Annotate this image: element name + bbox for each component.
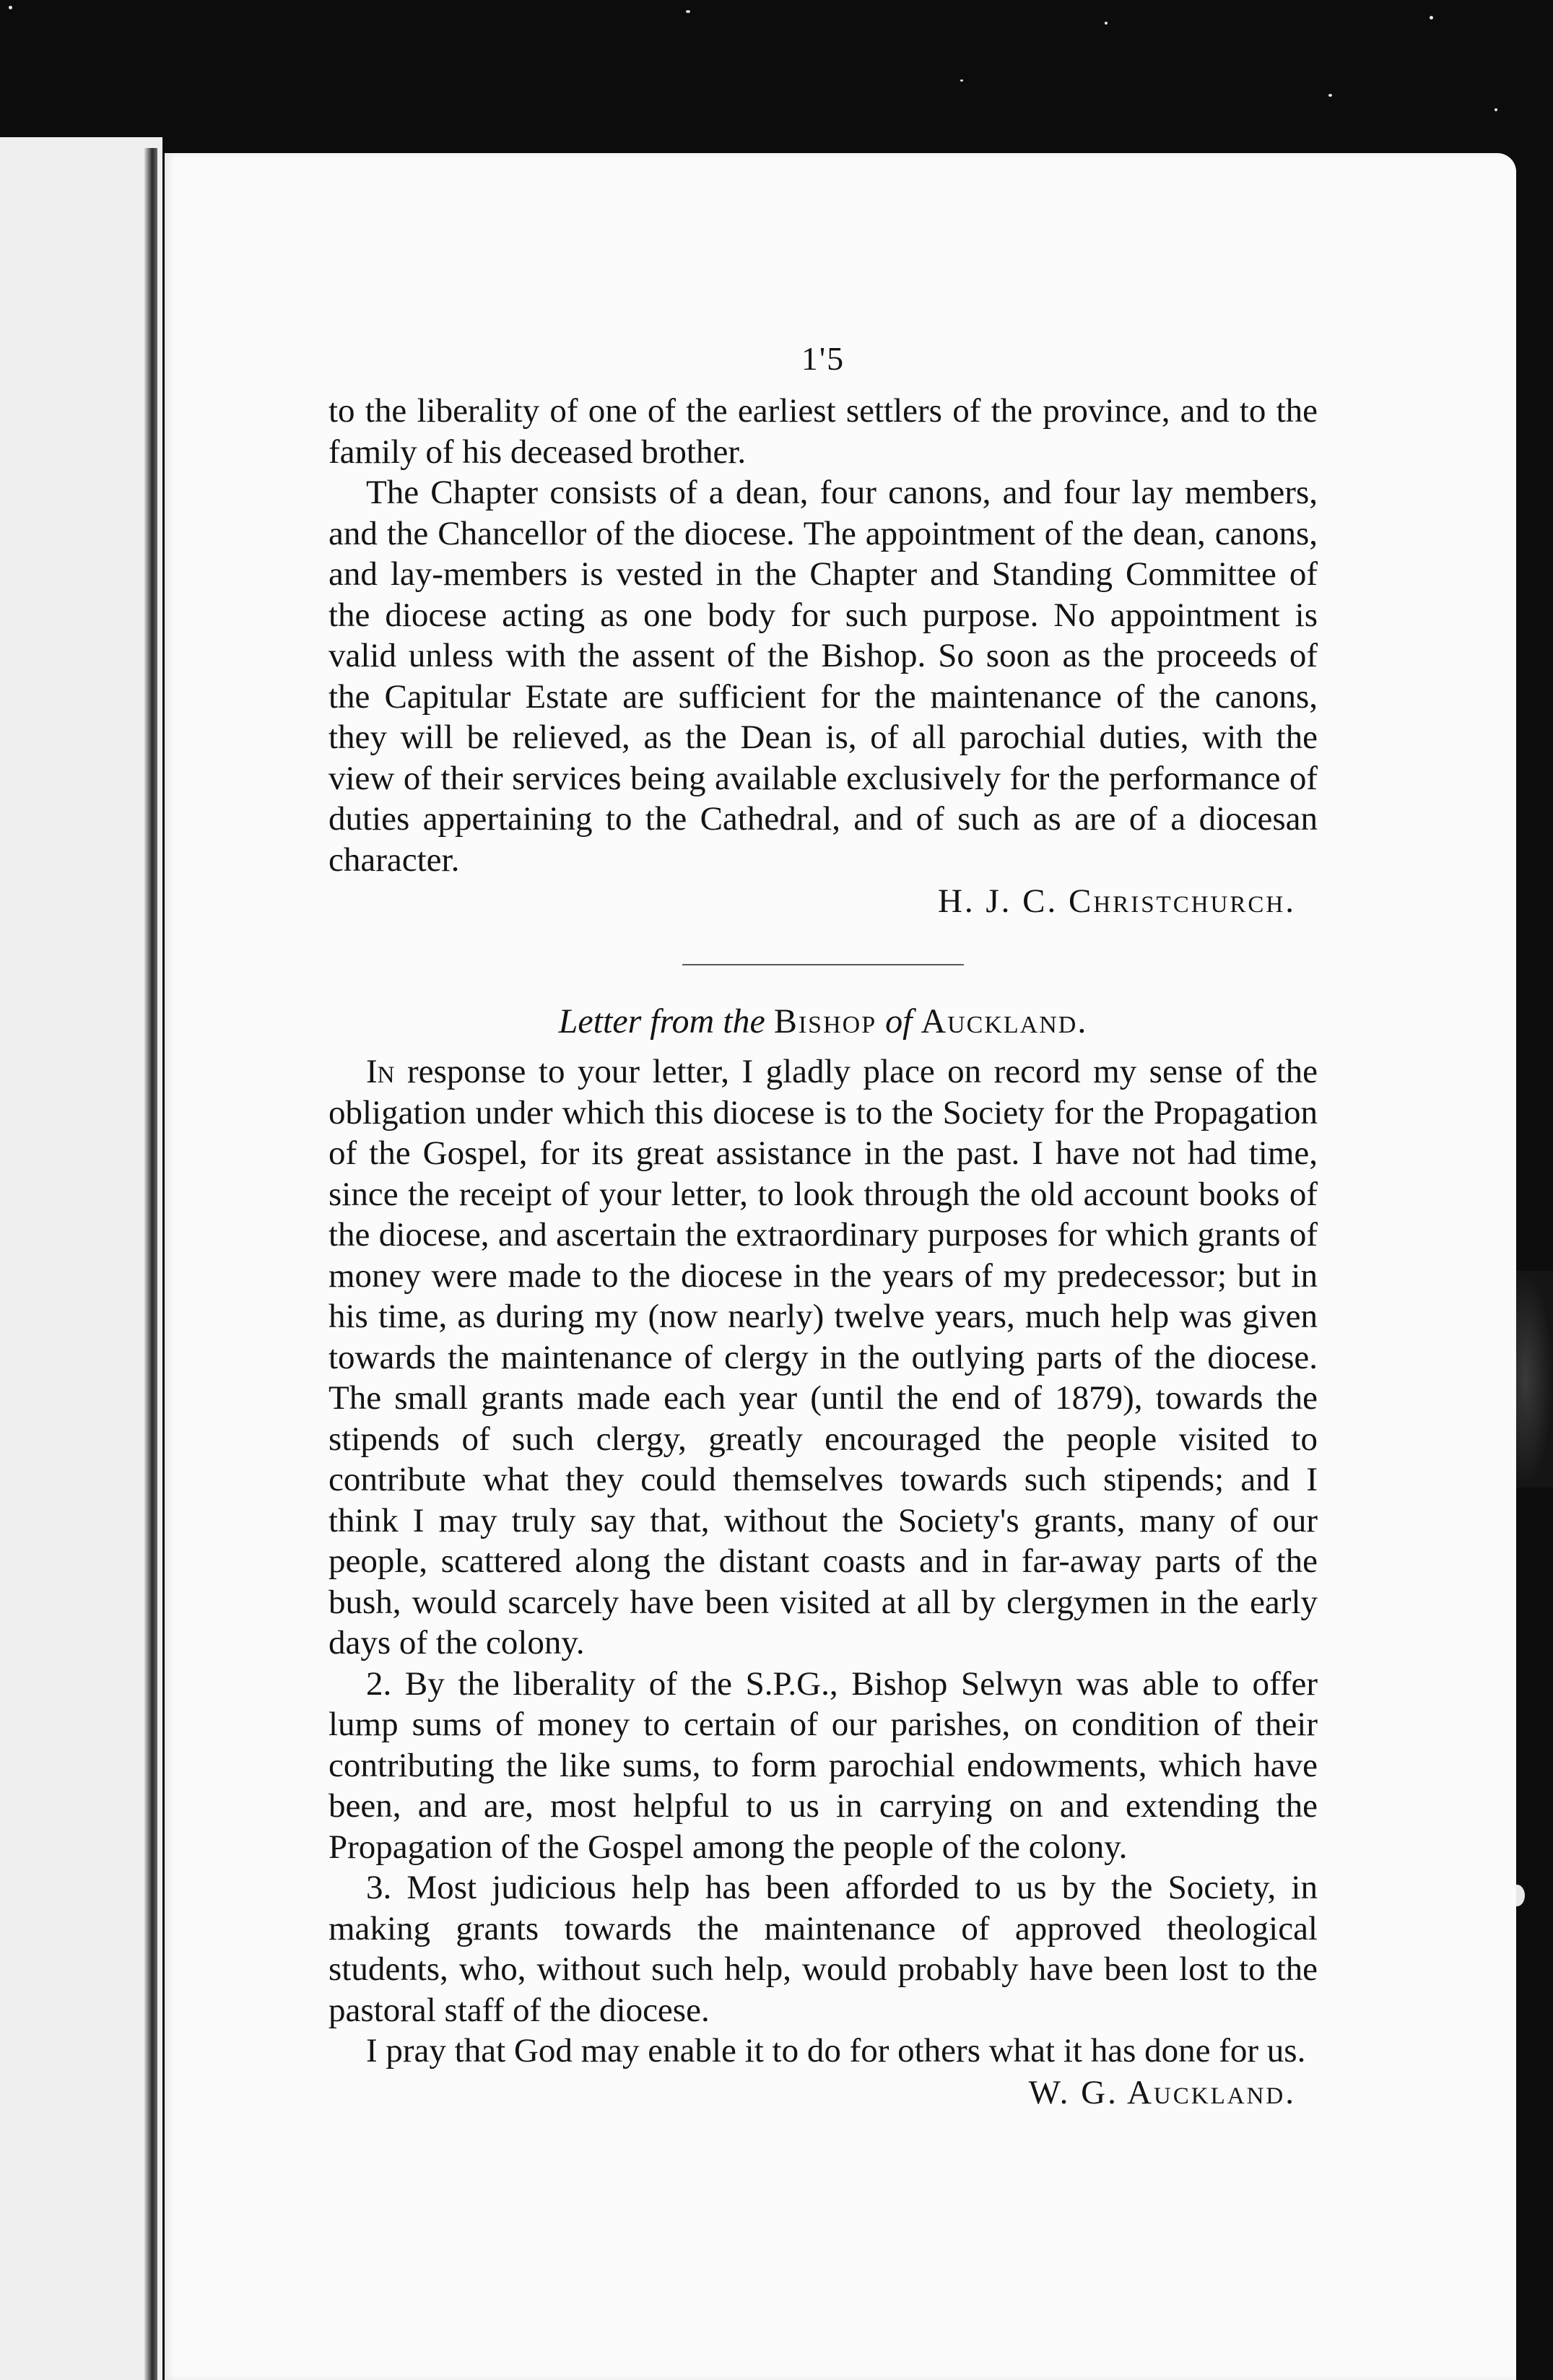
paragraph: 2. By the liberality of the S.P.G., Bishop Selwyn was able to offer lump sums of money to certain of our parishes, on condition of their contributing the like sums, to form parochial endowments, which have been, and are, most helpful to us in carrying on and extending the Propagation of the Gospel among the people of the colony. (329, 1664, 1318, 1866)
signature-line (329, 2072, 1318, 2114)
heading-bishop: Bishop (773, 1002, 877, 1041)
opening-word: In (366, 1053, 395, 1090)
paragraph: 3. Most judicious help has been afforded to us by the Society, in making grants towards the maintenance of approved theological students, who, without such help, would probably have been lost to the pastoral staff of the diocese. (329, 1869, 1318, 2029)
heading-of: of (885, 1002, 913, 1041)
paragraph-text: response to your letter, I gladly place on record my sense of the obligation under which this diocese is to the Society for the Propagation of the Gospel, for its great assistance in the past. I have not had time, since the receipt of your letter, to look through the old account books of the diocese, and ascertain the extraordinary purposes for which grants of money were made to the diocese in the years of my predecessor; but in his time, as during my (now nearly) twelve years, much help was given towards the maintenance of clergy in the outlying parts of the diocese. The small grants made each year (until the end of 1879), towards the stipends of such clergy, greatly encouraged the people visited to contribute what they could themselves towards such stipends; and I think I may truly say that, without the Society's grants, many of our people, scattered along the distant coasts and in far-away parts of the bush, would scarcely have been visited at all by clergymen in the early days of the colony. (329, 1053, 1318, 1662)
dust-speck (1430, 16, 1433, 19)
paragraph: to the liberality of one of the earliest settlers of the province, and to the family of his deceased brother. (329, 392, 1318, 471)
signature-line (329, 880, 1318, 922)
paragraph: I pray that God may enable it to do for others what it has done for us. (366, 2032, 1306, 2070)
section-divider (682, 964, 964, 965)
dust-speck (1495, 108, 1497, 111)
signature: W. G. Auckland. (1028, 2073, 1296, 2111)
dust-speck (686, 10, 690, 13)
dust-speck (960, 79, 963, 82)
dust-speck (1105, 22, 1108, 25)
paragraph (329, 1051, 1318, 1664)
signature: H. J. C. Christchurch. (937, 882, 1296, 920)
heading-place: Auckland. (921, 1002, 1088, 1041)
heading-prefix: Letter from the (558, 1002, 765, 1041)
dust-speck (1328, 94, 1332, 97)
dust-speck (9, 6, 12, 9)
page-text (329, 339, 1318, 2114)
page-number: 1'5 (801, 340, 845, 377)
paragraph: The Chapter consists of a dean, four canons, and four lay members, and the Chancellor of the diocese. The appointment of the dean, canons, and lay-members is vested in the Chapter and Standing Committee of the diocese acting as one body for such purpose. No appointment is valid unless with the assent of the Bishop. So soon as the proceeds of the Capitular Estate are sufficient for the maintenance of the canons, they will be relieved, as the Dean is, of all parochial duties, with the view of their services being available exclusively for the performance of duties appertaining to the Cathedral, and of such as are of a diocesan character. (329, 474, 1318, 879)
letter-heading (329, 1002, 1318, 1041)
page-gutter (144, 148, 157, 2380)
left-page (0, 137, 162, 2380)
